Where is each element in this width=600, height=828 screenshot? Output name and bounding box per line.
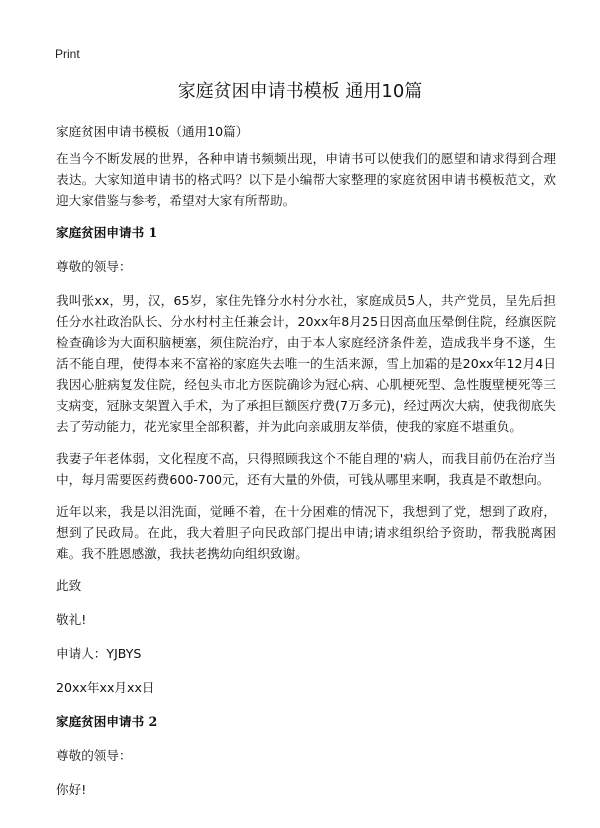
greeting-2: 你好! (56, 782, 87, 797)
closing-line-2: 敬礼! (56, 612, 87, 627)
section-heading-1: 家庭贫困申请书 1 (56, 225, 158, 240)
document-body (56, 121, 556, 813)
body-paragraph-2: 我妻子年老体弱，文化程度不高，只得照顾我这个不能自理的'病人，而我目前仍在治疗当中，每月需要医药费600-700元，还有大量的外债，可钱从哪里来啊，我真是不敢想向。 (56, 451, 556, 487)
section-heading-2: 家庭贫困申请书 2 (56, 714, 158, 729)
salutation-1: 尊敬的领导： (56, 259, 132, 274)
date-line: 20xx年xx月xx日 (56, 680, 155, 695)
page-title: 家庭贫困申请书模板 通用10篇 (177, 81, 423, 102)
intro-paragraph: 在当今不断发展的世界，各种申请书频频出现，申请书可以使我们的愿望和请求得到合理表达。大家知道申请书的格式吗？以下是小编帮大家整理的家庭贫困申请书模板范文，欢迎大家借鉴与参考，希望对大家有所帮助。 (56, 151, 556, 208)
applicant-line: 申请人：YJBYS (56, 646, 142, 661)
body-paragraph-3: 近年以来，我是以泪洗面，觉睡不着，在十分困难的情况下，我想到了党，想到了政府，想到了民政局。在此，我大着胆子向民政部门提出申请;请求组织给予资助，帮我脱离困难。我不胜恩感激，我扶老携幼向组织致谢。 (56, 504, 556, 561)
print-link[interactable]: Print (55, 47, 80, 61)
salutation-2: 尊敬的领导： (56, 748, 132, 763)
document-subtitle: 家庭贫困申请书模板（通用10篇） (56, 124, 249, 139)
closing-line-1: 此致 (56, 578, 82, 593)
body-paragraph-1: 我叫张xx，男，汉，65岁，家住先锋分水村分水社，家庭成员5人，共产党员，呈先后担任分水社政治队长、分水村村主任兼会计，20xx年8月25日因高血压晕倒住院，经旗医院检查确诊为大面积脑梗塞，须住院治疗，由于本人家庭经济条件差，造成我半身不遂，生活不能自理，使得本来不富裕的家庭失去唯一的生活来源，雪上加霜的是20xx年12月4日我因心脏病复发住院，经包头市北方医院确诊为冠心病、心肌梗死型、急性腹壁梗死等三支病变，冠脉支架置入手术，为了承担巨额医疗费(7万多元)，经过两次大病，使我彻底失去了劳动能力，花光家里全部积蓄，并为此向亲戚朋友举债，使我的家庭不堪重负。 (56, 293, 556, 434)
